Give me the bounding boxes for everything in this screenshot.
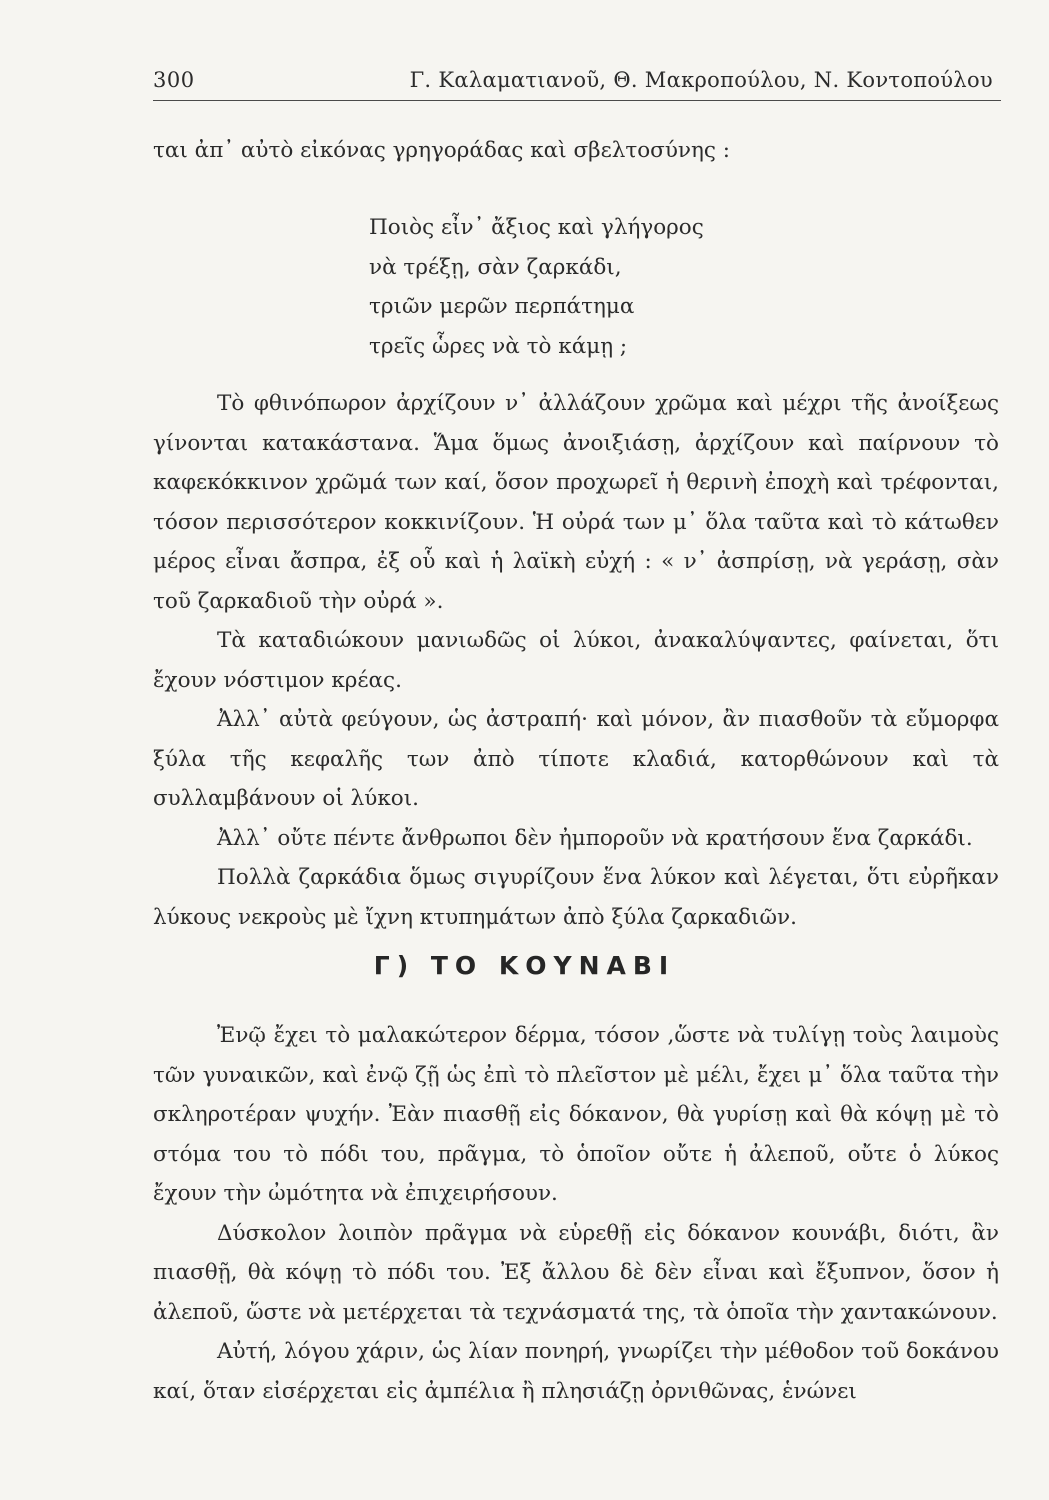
paragraph: Τὸ φθινόπωρον ἀρχίζουν ν᾽ ἀλλάζουν χρῶμα καὶ μέχρι τῆς ἀνοίξεως γίνονται κατακάστανα. Ἅμα ὅμως ἀνοιξιάσῃ, ἀρχίζουν καὶ παίρνουν τὸ καφεκόκκινον χρῶμά των καί, ὅσον προχωρεῖ ἡ θερινὴ ἐποχὴ καὶ τρέφονται, τόσον περισσότερον κοκκινίζουν. Ἡ οὐρά των μ᾽ ὅλα ταῦτα καὶ τὸ κάτωθεν μέρος εἶναι ἄσπρα, ἐξ οὗ καὶ ἡ λαϊκὴ εὐχή : « ν᾽ ἀσπρίσῃ, νὰ γεράσῃ, σὰν τοῦ ζαρκαδιοῦ τὴν οὐρά ». [153, 391, 999, 614]
poem-line: τριῶν μερῶν περπάτημα [369, 294, 635, 319]
paragraph: Αὐτή, λόγου χάριν, ὡς λίαν πονηρή, γνωρίζει τὴν μέθοδον τοῦ δοκάνου καί, ὅταν εἰσέρχεται εἰς ἀμπέλια ἢ πλησιάζῃ ὀρνιθῶνας, ἑνώνει [153, 1339, 999, 1404]
poem-line: τρεῖς ὧρες νὰ τὸ κάμῃ ; [369, 333, 628, 359]
poem-line: νὰ τρέξῃ, σὰν ζαρκάδι, [369, 254, 622, 280]
paragraph: Ἀλλ᾽ οὔτε πέντε ἄνθρωποι δὲν ἠμποροῦν νὰ κρατήσουν ἕνα ζαρκάδι. [217, 825, 973, 851]
intro-paragraph [153, 131, 999, 171]
poem-line: Ποιὸς εἶν᾽ ἄξιος καὶ γλήγορος [369, 215, 704, 240]
running-head: Γ. Καλαματιανοῦ, Θ. Μακροπούλου, Ν. Κοντοπούλου [409, 68, 993, 92]
body-section-2 [153, 1016, 999, 1411]
paragraph: Πολλὰ ζαρκάδια ὅμως σιγυρίζουν ἕνα λύκον καὶ λέγεται, ὅτι εὐρῆκαν λύκους νεκροὺς μὲ ἴχνη κτυπημάτων ἀπὸ ξύλα ζαρκαδιῶν. [153, 865, 999, 930]
paragraph: Ἐνῷ ἔχει τὸ μαλακώτερον δέρμα, τόσον ,ὥστε νὰ τυλίγῃ τοὺς λαιμοὺς τῶν γυναικῶν, καὶ ἐνῷ ζῇ ὡς ἐπὶ τὸ πλεῖστον μὲ μέλι, ἔχει μ᾽ ὅλα ταῦτα τὴν σκληροτέραν ψυχήν. Ἐὰν πιασθῇ εἰς δόκανον, θὰ γυρίσῃ καὶ θὰ κόψῃ μὲ τὸ στόμα του τὸ πόδι του, πρᾶγμα, τὸ ὁποῖον οὔτε ἡ ἀλεποῦ, οὔτε ὁ λύκος ἔχουν τὴν ὠμότητα νὰ ἐπιχειρήσουν. [153, 1023, 999, 1206]
body-section-1 [153, 384, 999, 937]
section-heading: Γ) ΤΟ ΚΟΥΝΑΒΙ [373, 951, 676, 980]
paragraph: Ἀλλ᾽ αὐτὰ φεύγουν, ὡς ἀστραπή· καὶ μόνον, ἂν πιασθοῦν τὰ εὔμορφα ξύλα τῆς κεφαλῆς των ἀπὸ τίποτε κλαδιά, κατορθώνουν καὶ τὰ συλλαμβάνουν οἱ λύκοι. [153, 707, 999, 811]
paragraph: Τὰ καταδιώκουν μανιωδῶς οἱ λύκοι, ἀνακαλύψαντες, φαίνεται, ὅτι ἔχουν νόστιμον κρέας. [153, 628, 999, 693]
poem-stanza [369, 208, 704, 366]
page-number: 300 [153, 68, 195, 92]
paragraph: Δύσκολον λοιπὸν πρᾶγμα νὰ εὑρεθῇ εἰς δόκανον κουνάβι, διότι, ἂν πιασθῇ, θὰ κόψῃ τὸ πόδι του. Ἐξ ἄλλου δὲ δὲν εἶναι καὶ ἔξυπνον, ὅσον ἡ ἀλεποῦ, ὥστε νὰ μετέρχεται τὰ τεχνάσματά της, τὰ ὁποῖα τὴν χαντακώνουν. [153, 1220, 999, 1325]
intro-line: ται ἀπ᾽ αὐτὸ εἰκόνας γρηγοράδας καὶ σβελτοσύνης : [153, 138, 730, 163]
header-rule [153, 100, 1001, 101]
